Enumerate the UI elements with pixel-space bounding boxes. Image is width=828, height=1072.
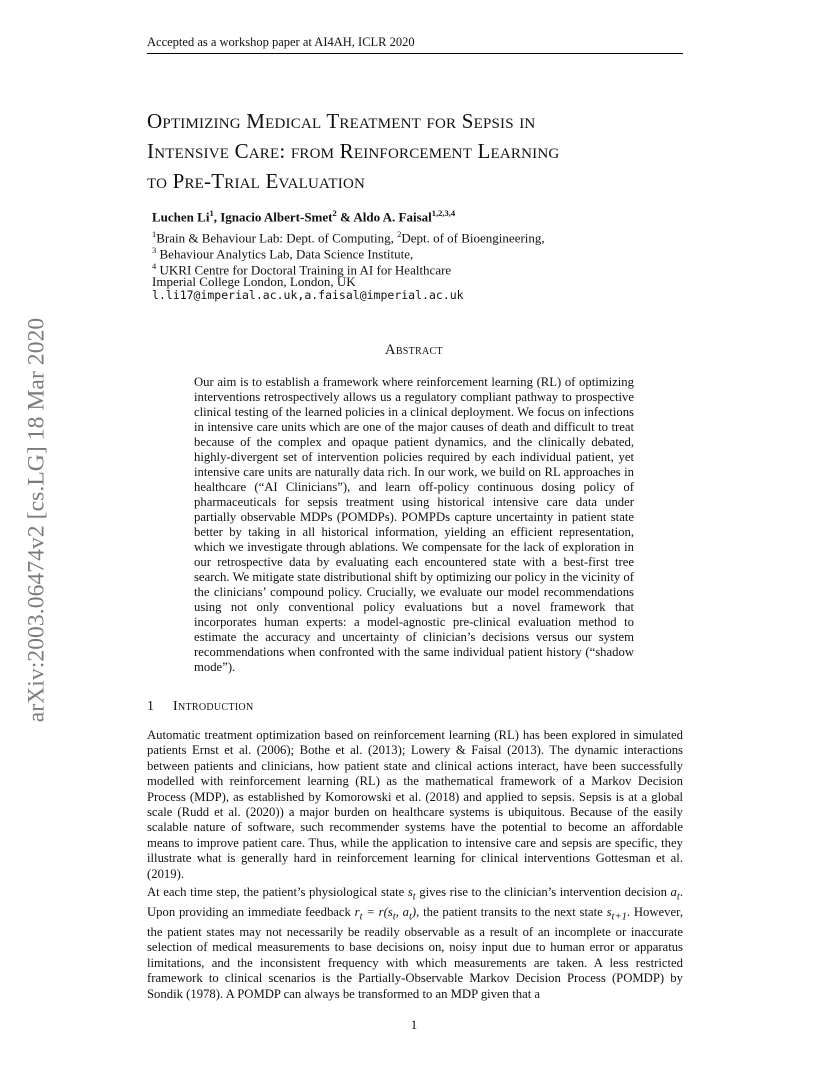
math-symbol: s (407, 885, 413, 899)
author-affiliation-mark: 2 (332, 208, 337, 218)
title-line: to Pre-Trial Evaluation (147, 169, 366, 193)
header-rule (147, 53, 683, 54)
author-name: Luchen Li (152, 209, 210, 225)
affiliation-line: $^3$ Behaviour Analytics Lab, Data Science Institute, (152, 245, 414, 262)
section-number: 1 (147, 699, 154, 714)
affiliation-line: $^1$Brain & Behaviour Lab: Dept. of Computing, $^2$Dept. of of Bioengineering, (152, 229, 545, 246)
title-line: Optimizing Medical Treatment for Sepsis in (147, 109, 536, 133)
abstract-heading: Abstract (385, 342, 443, 358)
arxiv-identifier: arXiv:2003.06474v2 [cs.LG] 18 Mar 2020 (23, 317, 50, 723)
author-name: Ignacio Albert-Smet (220, 209, 333, 225)
math-symbol: a (670, 885, 677, 899)
abstract-text: Our aim is to establish a framework where reinforcement learning (RL) of optimizing interventions retrospectively allows us a regulatory compliant pathway to prospective clinical testing of the learned policies in a clinical deployment. We focus on infections in intensive care units which are one of the major causes of death and difficult to treat because of the complex and opaque patient dynamics, and the clinically debated, highly-divergent set of intervention policies required by each individual patient, yet intensive care units are naturally data rich. In our work, we build on RL approaches in healthcare (“AI Clinicians”), and learn off-policy continuous dosing policy of pharmaceuticals for sepsis treatment using historical intensive care data under partially observable MDPs (POMDPs). POMPDs capture uncertainty in patient state better by taking in all historical information, yielding an efficient representation, which we investigate through ablations. We compensate for the lack of exploration in our retrospective data by evaluating each encountered state with a best-first tree search. We mitigate state distributional shift by optimizing our policy in the vicinity of the clinicians’ compound policy. Crucially, we evaluate our model recommendations using not only conventional policy evaluations but a novel framework that incorporates human experts: a model-agnostic pre-clinical evaluation method to estimate the accuracy and uncertainty of clinician’s decisions versus our system recommendations when confronted with the same individual patient history (“shadow mode”). (194, 375, 634, 674)
affiliation-line: $^4$ UKRI Centre for Doctoral Training in AI for Healthcare (152, 261, 452, 278)
math-expression: r (354, 904, 360, 919)
math-symbol: s (606, 904, 612, 919)
body-paragraph: Automatic treatment optimization based on reinforcement learning (RL) has been explored in simulated patients Ernst et al. (2006); Bothe et al. (2013); Lowery & Faisal (2013). The dynamic interactions between patients and clinicians, how patient state and clinical actions interact, have been successfully modelled with reinforcement learning (RL) as the mathematical framework of a Markov Decision Process (MDP), as established by Komorowski et al. (2018) and applied to sepsis. Sepsis is at a global scale (Rudd et al. (2020)) a major burden on healthcare systems is ubiquitous. Because of the easily scalable nature of software, such recommender systems have the potential to become an affordable means to improve patient care. Thus, while the application to intensive care and sepsis are specific, they illustrate what is generally hard in reinforcement learning for clinical interventions Gottesman et al. (2019). (147, 728, 683, 881)
author-emails: l.li17@imperial.ac.uk,a.faisal@imperial.ac.uk (152, 288, 464, 302)
title-line: Intensive Care: from Reinforcement Learning (147, 139, 560, 163)
paper-title (147, 106, 707, 196)
author-separator: , (213, 209, 221, 225)
body-paragraph: At each time step, the patient’s physiological state $s_t$ gives rise to the clinician’s intervention decision $a_t$. Upon providing an immediate feedback $r_t = r(s_t$, $a_t$), the patient transits to the next state $s_{t+1}$. However, the patient states may not necessarily be readily observable as a result of an incomplete or inaccurate selection of medical measurements to base decisions on, noisy input due to human error or apparatus limitations, and the inconsistent frequency with which measurements are taken. A less restricted framework to clinical scenarios is the Partially-Observable Markov Decision Process (POMDP) by Sondik (1978). A POMDP can always be transformed to an MDP given that a (147, 885, 683, 1001)
author-list (152, 208, 455, 225)
page-number: 1 (410, 1017, 418, 1032)
author-separator: & (336, 209, 354, 225)
author-affiliation-mark: 1,2,3,4 (431, 208, 456, 218)
affiliation-line: Imperial College London, London, UK (152, 274, 356, 289)
section-title: Introduction (173, 699, 254, 714)
running-header: Accepted as a workshop paper at AI4AH, ICLR 2020 (147, 35, 415, 49)
author-name: Aldo A. Faisal (353, 209, 432, 225)
section-heading (147, 699, 253, 715)
author-affiliation-mark: 1 (209, 208, 214, 218)
